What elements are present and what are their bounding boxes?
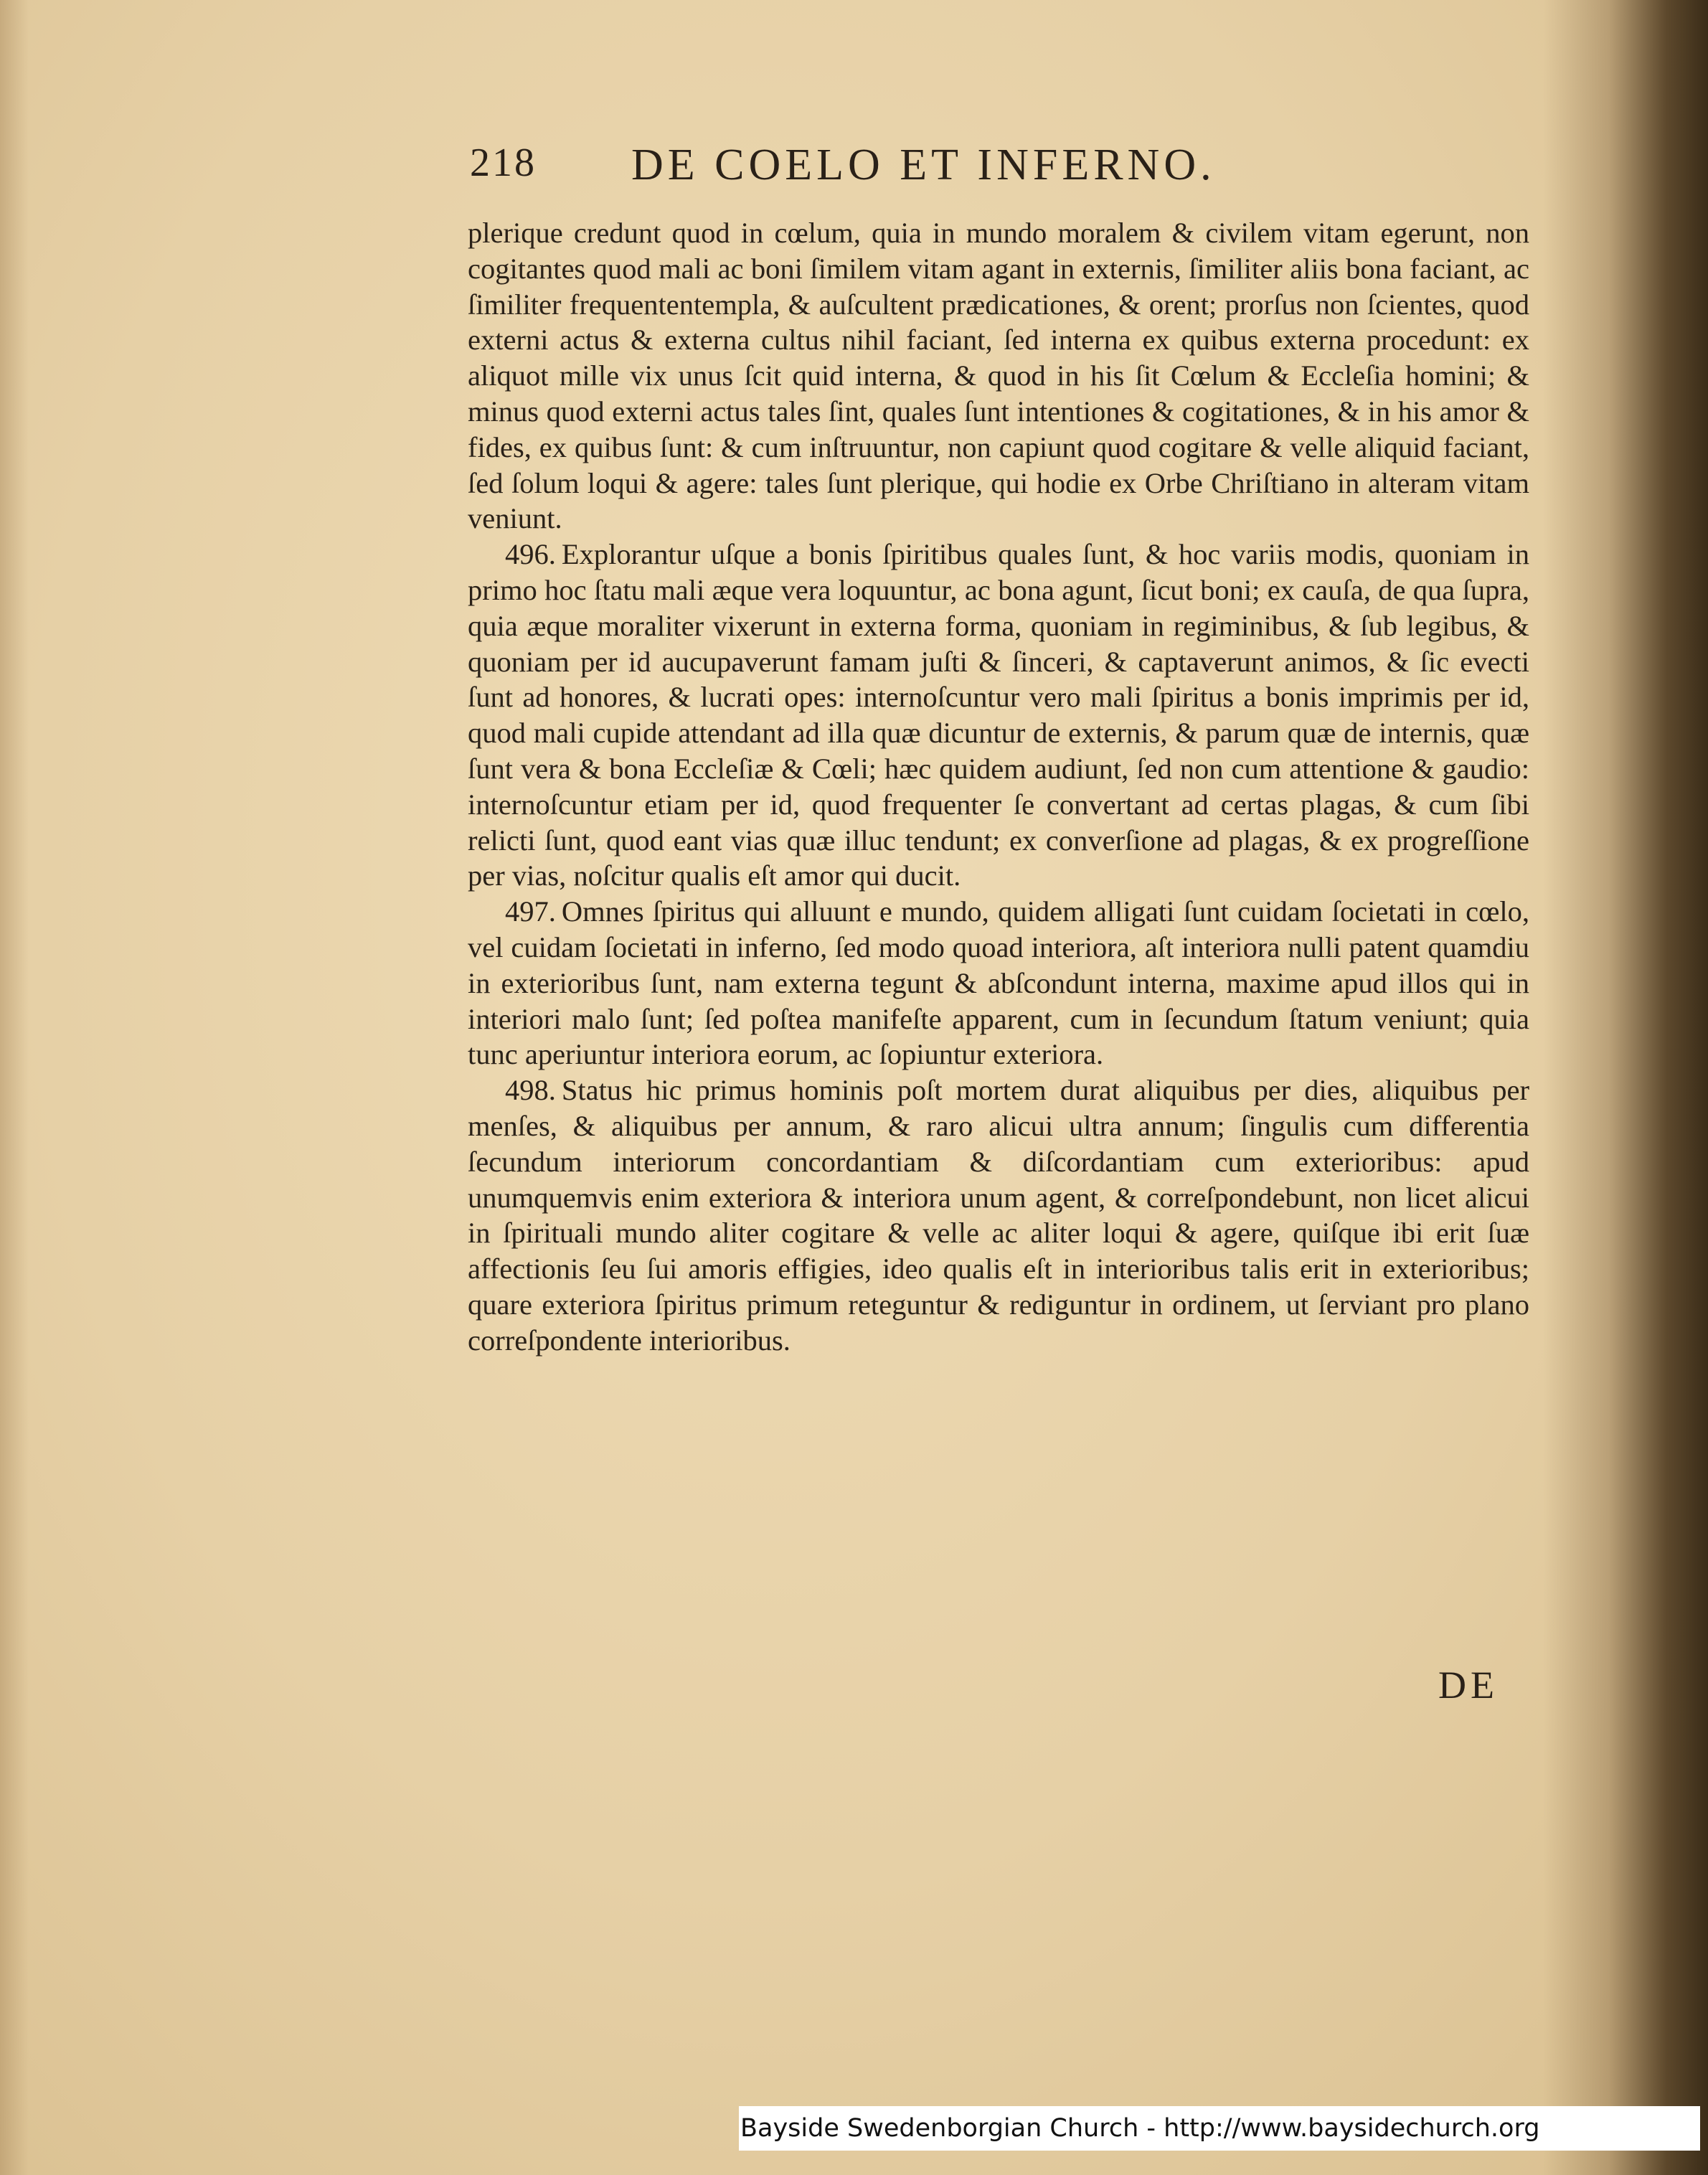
book-gutter-shadow (1543, 0, 1708, 2175)
paragraph-497 (468, 894, 1529, 1072)
credit-banner: Bayside Swedenborgian Church - http://www.baysidechurch.org (739, 2106, 1700, 2151)
paragraph-498 (468, 1072, 1529, 1358)
paragraph-496 (468, 537, 1529, 894)
running-head (470, 140, 1374, 197)
paragraph-number: 496. (505, 538, 556, 571)
paragraph-number: 497. (505, 895, 556, 928)
body-text (468, 215, 1529, 1359)
book-title: DE COELO ET INFERNO. (631, 141, 1216, 189)
catchword: DE (1438, 1664, 1499, 1707)
continuation-paragraph: plerique credunt quod in cœlum, quia in mundo moralem & civilem vitam egerunt, non cogitantes quod mali ac boni ſimilem vitam agant in externis, ſimiliter aliis bona faciant, ac ſimiliter frequententemplа, & auſcultent prædicationes, & orent; prorſus non ſcientes, quod externi actus & externa cultus nihil faciant, ſed interna ex quibus externa procedunt: ex aliquot mille vix unus ſcit quid interna, & quod in his ſit Cœlum & Eccleſia homini; & minus quod externi actus tales ſint, quales ſunt intentiones & cogitationes, & in his amor & fides, ex quibus ſunt: & cum inſtruuntur, non capiunt quod cogitare & velle aliquid faciant, ſed ſolum loqui & agere: tales ſunt plerique, qui hodie ex Orbe Chriſtiano in alteram vitam veniunt. (468, 217, 1529, 535)
paragraph-text: Omnes ſpiritus qui alluunt e mundo, quidem alligati ſunt cuidam ſocietati in cœlo, vel cuidam ſocietati in inferno, ſed modo quoad interiora, aſt interiora nulli patent quamdiu in exterioribus ſunt, nam externa tegunt & abſcondunt interna, maxime apud illos qui in interiori malo ſunt; ſed poſtea manifeſte apparent, cum in ſecundum ſtatum veniunt; quia tunc aperiuntur interiora eorum, ac ſopiuntur exteriora. (468, 895, 1529, 1071)
page-number: 218 (470, 141, 537, 185)
paragraph-text: Explorantur uſque a bonis ſpiritibus quales ſunt, & hoc variis modis, quoniam in primo hoc ſtatu mali æque vera loquuntur, ac bona agunt, ſicut boni; ex cauſa, de qua ſupra, quia æque moraliter vixerunt in externa forma, quoniam in regiminibus, & ſub legibus, & quoniam per id aucupaverunt famam juſti & ſinceri, & captaverunt animos, & ſic evecti ſunt ad honores, & lucrati opes: internoſcuntur vero mali ſpiritus a bonis imprimis per id, quod mali cupide attendant ad illa quæ dicuntur de externis, & parum quæ de internis, quæ ſunt vera & bona Eccleſiæ & Cœli; hæc quidem audiunt, ſed non cum attentione & gaudio: internoſcuntur etiam per id, quod frequenter ſe convertant ad certas plagas, & cum ſibi relicti ſunt, quod eant vias quæ illuc tendunt; ex converſione ad plagas, & ex progreſſione per vias, noſcitur qualis eſt amor qui ducit. (468, 538, 1529, 892)
page-left-edge (0, 0, 29, 2175)
paragraph-number: 498. (505, 1074, 556, 1107)
paragraph-text: Status hic primus hominis poſt mortem durat aliquibus per dies, aliquibus per menſes, & aliquibus per annum, & raro alicui ultra annum; ſingulis cum differentia ſecundum interiorum concordantiam & diſcordantiam cum exterioribus: apud unumquemvis enim exteriora & interiora unum agent, & correſpondebunt, non licet alicui in ſpirituali mundo aliter cogitare & velle ac aliter loqui & agere, quiſque ibi erit ſuæ affectionis ſeu ſui amoris effigies, ideo qualis eſt in interioribus talis erit in exterioribus; quare exteriora ſpiritus primum reteguntur & rediguntur in ordinem, ut ſerviant pro plano correſpondente interioribus. (468, 1074, 1529, 1357)
